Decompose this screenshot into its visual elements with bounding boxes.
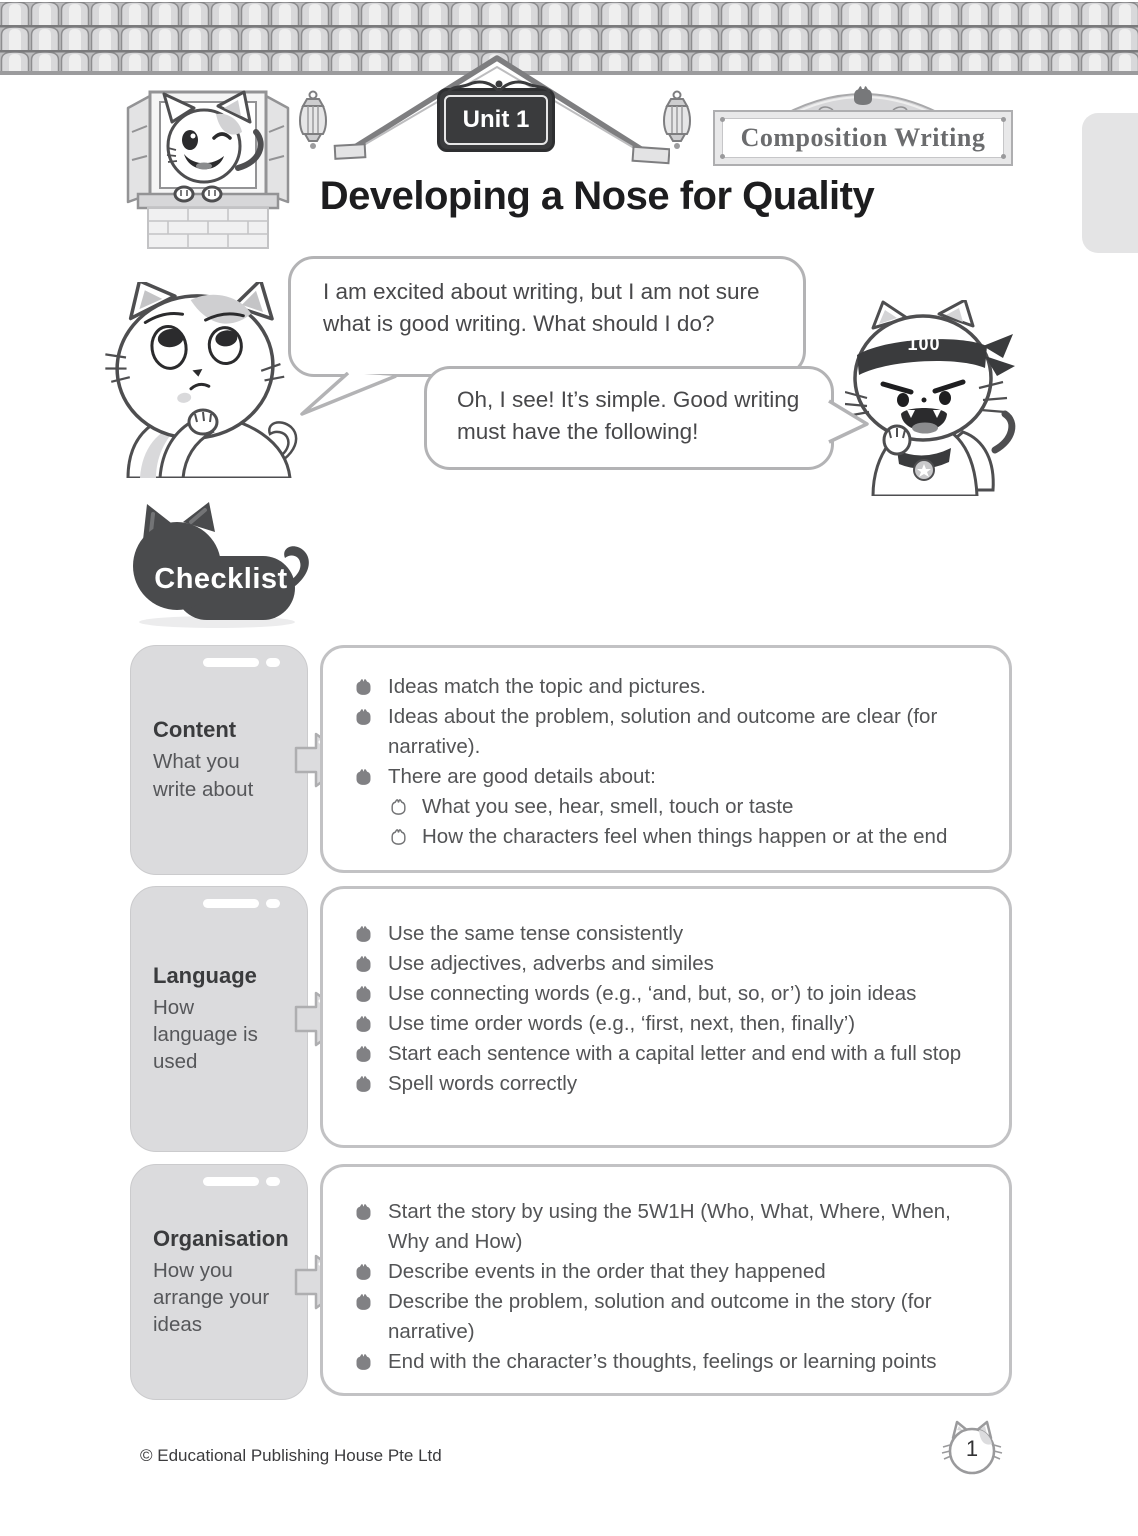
checklist-item-text: Use time order words (e.g., ‘first, next, then, finally’) <box>388 1012 856 1035</box>
checklist-subitem <box>353 792 991 822</box>
copyright-notice: © Educational Publishing House Pte Ltd <box>140 1446 442 1465</box>
subject-sign <box>713 84 1013 166</box>
phone-camera-dot <box>266 1177 280 1186</box>
checklist-item-text: Start each sentence with a capital letter and end with a full stop <box>388 1042 962 1065</box>
checklist-item <box>353 762 991 792</box>
checklist-item <box>353 1257 991 1287</box>
plaque-ornament <box>440 76 558 96</box>
cat-bullet-icon <box>353 708 375 726</box>
checklist-item-text: End with the character’s thoughts, feelings or learning points <box>388 1350 937 1373</box>
cat-bullet-icon <box>353 678 375 696</box>
section-subtitle: How language is used <box>153 995 258 1074</box>
checklist-item-text: What you see, hear, smell, touch or taste <box>422 795 794 818</box>
unit-label: Unit 1 <box>444 95 548 145</box>
checklist-items <box>320 1164 1012 1396</box>
checklist-item-text: Ideas about the problem, solution and outcome are clear (for narrative). <box>388 705 938 758</box>
speech-bubble-student: I am excited about writing, but I am not sure what is good writing. What should I do? <box>288 256 806 377</box>
section-subtitle: How you arrange your ideas <box>153 1258 270 1337</box>
cat-bullet-icon <box>353 1263 375 1281</box>
checklist-heading: Checklist <box>154 563 288 595</box>
cat-bullet-icon <box>353 1203 375 1221</box>
cat-bullet-icon <box>353 1045 375 1063</box>
checklist-item-text: Describe events in the order that they happened <box>388 1260 826 1283</box>
cat-outline-bullet-icon <box>389 829 409 845</box>
checklist-item <box>353 1347 991 1377</box>
section-subtitle: What you write about <box>153 750 254 801</box>
checklist-item <box>353 1009 991 1039</box>
speech-bubble-tail <box>296 372 406 418</box>
section-label-box <box>130 886 308 1152</box>
checklist-item-text: There are good details about: <box>388 765 656 788</box>
section-label-box <box>130 645 308 875</box>
unit-plaque <box>437 88 555 152</box>
checklist-item <box>353 1197 991 1257</box>
checklist-item <box>353 702 991 762</box>
checklist-item-text: Start the story by using the 5W1H (Who, What, Where, When, Why and How) <box>388 1200 951 1253</box>
checklist-item <box>353 672 991 702</box>
phone-camera-dot <box>266 658 280 667</box>
checklist-item-text: Ideas match the topic and pictures. <box>388 675 706 698</box>
checklist-item <box>353 949 991 979</box>
checklist-item-text: Use connecting words (e.g., ‘and, but, so, or’) to join ideas <box>388 982 917 1005</box>
thinking-cat-illustration <box>100 282 305 478</box>
section-title: Language <box>153 962 257 988</box>
checklist-item <box>353 919 991 949</box>
cat-outline-bullet-icon <box>389 799 409 815</box>
cat-bullet-icon <box>353 768 375 786</box>
checklist-section-language <box>130 886 1012 1152</box>
headband-badge: 100 <box>907 334 941 354</box>
speech-bubble-tail <box>827 398 873 450</box>
checklist-item <box>353 979 991 1009</box>
cat-bullet-icon <box>353 1353 375 1371</box>
checklist-item-text: How the characters feel when things happen or at the end <box>422 825 948 848</box>
subject-label: Composition Writing <box>722 118 1004 158</box>
phone-camera-dot <box>266 899 280 908</box>
checklist-subitem <box>353 822 991 852</box>
checklist-item-text: Spell words correctly <box>388 1072 578 1095</box>
checklist-items <box>320 886 1012 1148</box>
checklist-item-text: Use adjectives, adverbs and similes <box>388 952 714 975</box>
checklist-item <box>353 1039 991 1069</box>
cat-bullet-icon <box>353 1293 375 1311</box>
cat-bullet-icon <box>353 985 375 1003</box>
page-title: Developing a Nose for Quality <box>319 174 875 218</box>
phone-speaker-notch <box>203 899 259 908</box>
cat-bullet-icon <box>353 1075 375 1093</box>
page-edge-tab <box>1082 113 1138 253</box>
section-title: Content <box>153 717 237 743</box>
checklist-section-content <box>130 645 1012 877</box>
speech-bubble-mentor: Oh, I see! It’s simple. Good writing must have the following! <box>424 366 834 470</box>
section-label-box <box>130 1164 308 1400</box>
window-cat-illustration <box>120 82 296 254</box>
checklist-item <box>353 1287 991 1347</box>
checklist-item-text: Use the same tense consistently <box>388 922 684 945</box>
sign-board <box>713 110 1013 166</box>
checklist-section-organisation <box>130 1164 1012 1400</box>
checklist-items <box>320 645 1012 873</box>
cat-bullet-icon <box>353 1015 375 1033</box>
cat-bullet-icon <box>353 955 375 973</box>
lantern-icon <box>296 90 330 154</box>
section-title: Organisation <box>153 1225 289 1251</box>
phone-speaker-notch <box>203 658 259 667</box>
page-number: 1 <box>965 1436 979 1461</box>
checklist-item <box>353 1069 991 1099</box>
checklist-item-text: Describe the problem, solution and outcome in the story (for narrative) <box>388 1290 932 1343</box>
lantern-icon <box>660 90 694 154</box>
cat-bullet-icon <box>353 925 375 943</box>
phone-speaker-notch <box>203 1177 259 1186</box>
